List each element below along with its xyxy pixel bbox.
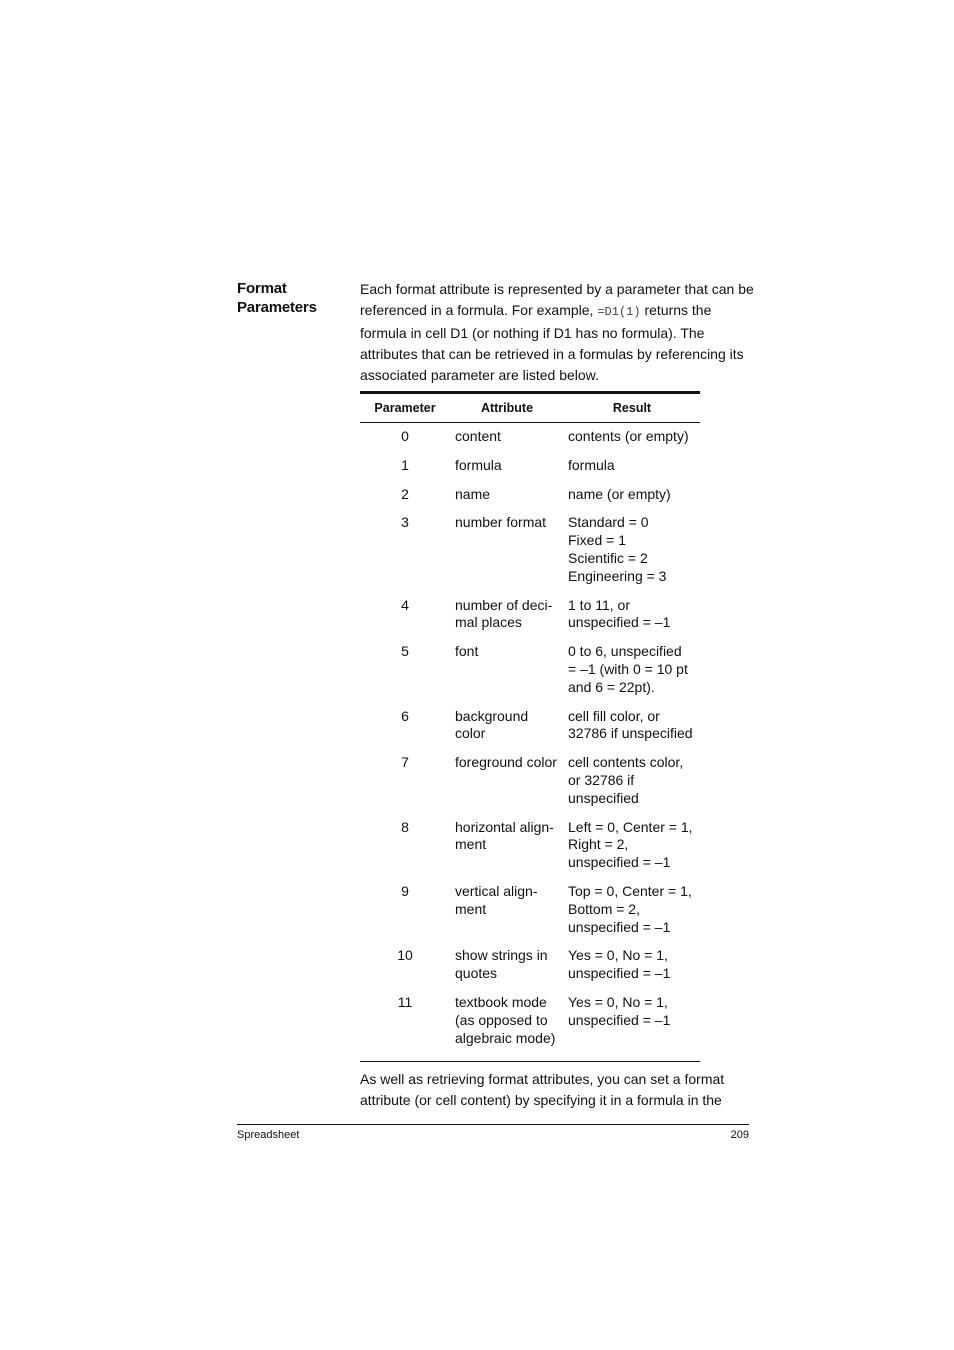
parameters-table bbox=[360, 391, 700, 1062]
cell-result: Yes = 0, No = 1, unspecified = –1 bbox=[568, 947, 671, 982]
table-row bbox=[360, 994, 700, 1047]
cell-attribute: name bbox=[455, 485, 491, 502]
cell-result: cell contents color, or 32786 if unspecified bbox=[568, 754, 684, 806]
header-attribute: Attribute bbox=[480, 401, 534, 415]
table-row bbox=[360, 486, 700, 504]
table-row bbox=[360, 597, 700, 633]
cell-parameter: 3 bbox=[401, 514, 409, 531]
closing-paragraph: As well as retrieving format attributes, you can set a format attribute (or cell content) by specifying it in a formula in the bbox=[360, 1071, 725, 1108]
intro-text-start: Each format attribute is represented by a parameter that can be referenced in a formula. For example, bbox=[360, 281, 754, 318]
section-heading-line-1: Format bbox=[237, 280, 287, 297]
cell-parameter: 1 bbox=[401, 456, 409, 473]
section-heading-line-2: Parameters bbox=[237, 299, 317, 316]
cell-parameter: 6 bbox=[401, 707, 409, 724]
table-row bbox=[360, 754, 700, 807]
table-header bbox=[360, 394, 700, 423]
cell-attribute: content bbox=[455, 428, 501, 444]
cell-attribute: number of deci- mal places bbox=[455, 596, 553, 631]
cell-attribute: number format bbox=[455, 514, 547, 531]
cell-attribute: background color bbox=[455, 707, 529, 742]
cell-attribute: vertical align- ment bbox=[455, 882, 538, 917]
cell-result: Top = 0, Center = 1, Bottom = 2, unspecified = –1 bbox=[568, 882, 692, 935]
cell-parameter: 4 bbox=[401, 596, 409, 613]
cell-result: Yes = 0, No = 1, unspecified = –1 bbox=[568, 993, 671, 1028]
table-row bbox=[360, 514, 700, 585]
footer-divider bbox=[237, 1124, 749, 1125]
cell-attribute: horizontal align- ment bbox=[455, 818, 554, 853]
table-row bbox=[360, 947, 700, 983]
table-row bbox=[360, 457, 700, 475]
table-body bbox=[360, 423, 700, 1061]
page-number: 209 bbox=[730, 1129, 749, 1141]
header-parameter: Parameter bbox=[374, 401, 436, 415]
cell-parameter: 2 bbox=[401, 485, 409, 502]
cell-result: formula bbox=[568, 456, 615, 473]
table-row bbox=[360, 708, 700, 744]
section-heading bbox=[237, 279, 347, 317]
cell-result: cell fill color, or 32786 if unspecified bbox=[568, 707, 693, 742]
cell-parameter: 8 bbox=[401, 818, 409, 835]
cell-parameter: 9 bbox=[401, 882, 409, 899]
cell-parameter: 5 bbox=[401, 643, 409, 660]
cell-parameter: 10 bbox=[397, 947, 413, 964]
cell-attribute: font bbox=[455, 643, 479, 660]
cell-result: name (or empty) bbox=[568, 485, 671, 502]
cell-attribute: show strings in quotes bbox=[455, 947, 548, 982]
cell-attribute: textbook mode (as opposed to algebraic mode) bbox=[455, 993, 556, 1046]
footer-section-title: Spreadsheet bbox=[237, 1129, 300, 1141]
header-result: Result bbox=[612, 401, 652, 415]
cell-result: 0 to 6, unspecified = –1 (with 0 = 10 pt and 6 = 22pt). bbox=[568, 643, 688, 695]
cell-attribute: formula bbox=[455, 456, 502, 473]
table-row bbox=[360, 883, 700, 936]
formula-example: =D1(1) bbox=[597, 305, 641, 319]
cell-result: contents (or empty) bbox=[568, 428, 689, 444]
intro-text-end: returns the formula in cell D1 (or nothing if D1 has no formula). The attributes that can be retrieved in a formulas by referencing its associated parameter are listed below. bbox=[360, 302, 744, 383]
cell-attribute: foreground color bbox=[455, 754, 557, 771]
cell-parameter: 11 bbox=[397, 993, 413, 1010]
cell-parameter: 0 bbox=[401, 428, 409, 444]
cell-result: 1 to 11, or unspecified = –1 bbox=[568, 596, 671, 631]
table-row bbox=[360, 819, 700, 872]
cell-result: Standard = 0 Fixed = 1 Scientific = 2 Engineering = 3 bbox=[568, 514, 667, 584]
intro-paragraph bbox=[360, 279, 755, 386]
table-row bbox=[360, 428, 700, 446]
cell-parameter: 7 bbox=[401, 754, 409, 771]
table-row bbox=[360, 643, 700, 696]
cell-result: Left = 0, Center = 1, Right = 2, unspecified = –1 bbox=[568, 818, 693, 871]
